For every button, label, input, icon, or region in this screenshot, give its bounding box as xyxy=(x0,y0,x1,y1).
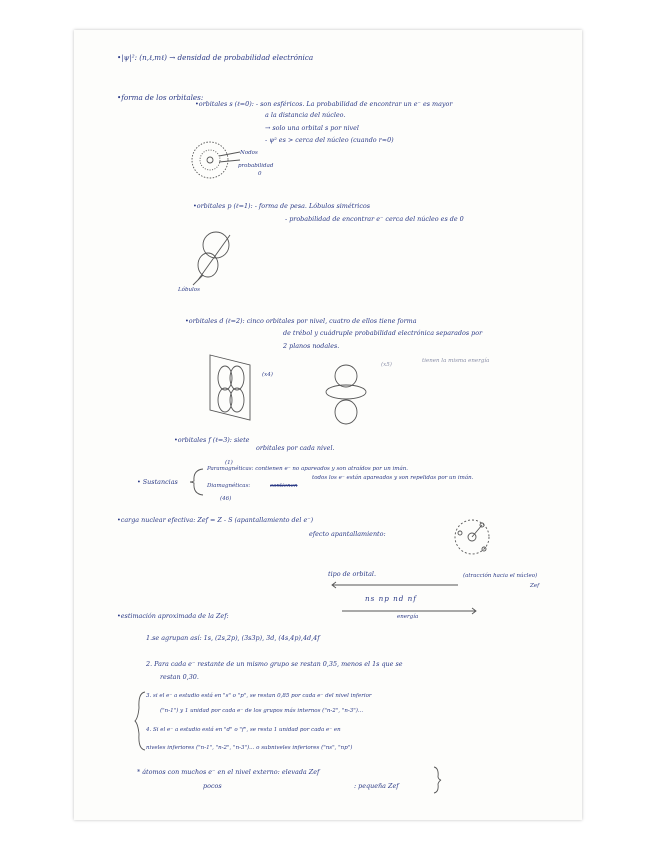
rule-2-cont: restan 0,30. xyxy=(160,673,199,681)
label-nodos: Nodos xyxy=(240,150,258,156)
note-diamagneticas: Diamagnéticas: xyxy=(207,483,251,489)
rule-4-cont: niveles inferiores ("n-1", "n-2", "n-3")... o subniveles inferiores ("ns", "np") xyxy=(146,745,353,751)
note-pocos: pocos xyxy=(203,782,222,790)
note-sustancias: • Sustancias xyxy=(137,478,178,486)
note-orbitals-f: •orbitales f (ℓ=3): siete xyxy=(174,436,250,444)
note-carga-nuclear: •carga nuclear efectiva: Zef = Z - S (apantallamiento del e⁻) xyxy=(117,516,314,524)
note-orbitals-s-4: - ψ² es > cerca del núcleo (cuando r≈0) xyxy=(265,136,394,144)
rule-3-cont: ("n-1") y 1 unidad por cada e⁻ de los grupos más internos ("n-2", "n-3")... xyxy=(160,708,364,714)
label-one: (1) xyxy=(225,460,233,466)
note-pequena-zef: : pequeña Zef xyxy=(354,782,399,790)
note-orbitals-d: •orbitales d (ℓ=2): cinco orbitales por nivel, cuatro de ellos tiene forma xyxy=(185,317,417,325)
brace-atomos xyxy=(432,765,442,795)
note-orbitals-s-3: → solo una orbital s por nivel xyxy=(265,124,359,132)
dz2-orbital-figure xyxy=(318,360,378,430)
note-estimacion: •estimación aproximada de la Zef: xyxy=(117,612,229,620)
brace-sustancias xyxy=(188,467,208,497)
note-same-energy: tienen la misma energía xyxy=(422,358,490,364)
arrow-zef xyxy=(330,580,460,590)
shielding-figure xyxy=(452,515,494,560)
label-x5: (x5) xyxy=(381,362,392,368)
brace-rules xyxy=(133,690,147,752)
note-atraccion: (atracción hacia el núcleo) xyxy=(463,573,538,579)
note-heading-orbital-shapes: •forma de los orbitales: xyxy=(117,93,204,102)
label-x4: (x4) xyxy=(262,372,273,378)
d-orbital-planes-figure xyxy=(205,350,260,425)
note-orbitals-p: •orbitales p (ℓ=1): - forma de pesa. Lóbulos simétricos xyxy=(193,202,371,210)
note-orbitals-d-2: de trébol y cuádruple probabilidad electrónica separados por xyxy=(283,329,483,337)
note-orbitals-s: •orbitales s (ℓ=0): - son esféricos. La probabilidad de encontrar un e⁻ es mayor xyxy=(195,100,453,108)
rule-4: 4. Si el e⁻ a estudio está en "d" o "f", se resta 1 unidad por cada e⁻ en xyxy=(146,727,341,733)
s-orbital-figure xyxy=(185,138,245,183)
note-apantallamiento: efecto apantallamiento: xyxy=(309,530,386,538)
orbital-order: ns np nd nf xyxy=(365,594,417,603)
note-orbitals-p-2: - probabilidad de encontrar e⁻ cerca del núcleo es de 0 xyxy=(285,215,464,223)
note-tipo-orbital: tipo de orbital. xyxy=(328,570,376,578)
note-orbitals-d-3: 2 planos nodales. xyxy=(283,342,340,350)
note-orbitals-f-2: orbitales por cada nivel. xyxy=(256,444,335,452)
label-energia: energía xyxy=(397,614,419,620)
label-zef: Zef xyxy=(530,583,540,589)
note-atomos: * átomos con muchos e⁻ en el nivel externo: elevada Zef xyxy=(137,768,320,776)
p-orbital-figure xyxy=(188,225,243,290)
rule-1: 1.se agrupan así: 1s, (2s,2p), (3s3p), 3d, (4s,4p),4d,4f xyxy=(146,634,320,642)
note-line-wavefunction: •|ψ|²: (n,ℓ,mℓ) → densidad de probabilidad electrónica xyxy=(117,53,314,62)
rule-2: 2. Para cada e⁻ restante de un mismo grupo se restan 0,35, menos el 1s que se xyxy=(146,660,403,668)
note-orbitals-s-2: a la distancia del núcleo. xyxy=(265,111,346,119)
label-46: (46) xyxy=(220,496,232,502)
crossed-word: contienen xyxy=(270,483,298,489)
note-paramagneticas: Paramagnéticas: contienen e⁻ no apareados y son atraídos por un imán. xyxy=(207,466,409,472)
label-probabilidad: probabilidad xyxy=(238,163,274,169)
note-diamagneticas-2: todos los e⁻ están apareados y son repelidas por un imán. xyxy=(312,475,474,481)
label-zero: 0 xyxy=(258,171,262,177)
label-lobulos: Lóbulos xyxy=(178,287,200,293)
rule-3: 3. si el e⁻ a estudio está en "s" o "p", se restan 0,85 por cada e⁻ del nivel inferior xyxy=(146,693,372,699)
